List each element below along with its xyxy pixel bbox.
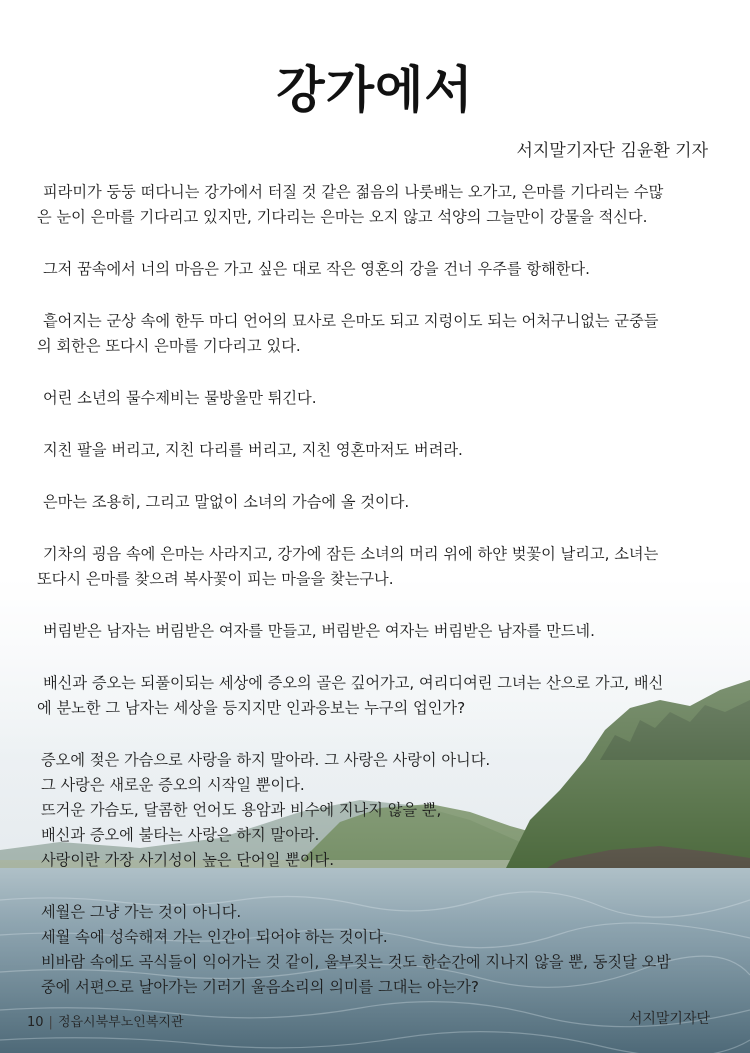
organization-name: 정읍시북부노인복지관 [57,1015,184,1030]
paragraph-8 [37,619,717,644]
paragraph-line: 또다시 은마를 찾으려 복사꽃이 피는 마을을 찾는구나. [37,570,394,588]
paragraph-line: 기차의 굉음 속에 은마는 사라지고, 강가에 잠든 소녀의 머리 위에 하얀 벚꽃이 날리고, 소녀는 [43,545,659,563]
article-title: 강가에서 [276,61,474,119]
paragraph-1 [37,180,717,230]
paragraph-line: 은마는 조용히, 그리고 말없이 소녀의 가슴에 올 것이다. [43,493,410,511]
paragraph-line: 버림받은 남자는 버림받은 여자를 만들고, 버림받은 여자는 버림받은 남자를 만드네. [43,622,595,640]
stanza-2 [37,900,717,1000]
stanza-line: 비바람 속에도 곡식들이 익어가는 것 같이, 울부짖는 것도 한순간에 지나지 않을 뿐, 동짓달 오밤 [41,953,671,971]
stanza-line: 세월 속에 성숙해져 가는 인간이 되어야 하는 것이다. [41,928,388,946]
stanza-line: 중에 서편으로 날아가는 기러기 울음소리의 의미를 그대는 아는가? [41,978,479,996]
stanza-line: 세월은 그냥 가는 것이 아니다. [41,903,242,921]
paragraph-line: 어린 소년의 물수제비는 물방울만 튀긴다. [43,389,317,407]
section-name: 서지말기자단 [628,1011,710,1027]
paragraph-5 [37,438,717,463]
paragraph-line: 배신과 증오는 되풀이되는 세상에 증오의 골은 깊어가고, 여리디여린 그녀는 산으로 가고, 배신 [43,674,664,692]
poem-body [37,180,717,1027]
stanza-1 [37,748,717,873]
paragraph-line: 은 눈이 은마를 기다리고 있지만, 기다리는 은마는 오지 않고 석양의 그늘만이 강물을 적신다. [37,208,648,226]
paragraph-4 [37,386,717,411]
paragraph-6 [37,490,717,515]
stanza-line: 배신과 증오에 불타는 사랑은 하지 말아라. [41,826,320,844]
paragraph-line: 의 회한은 또다시 은마를 기다리고 있다. [37,337,301,355]
paragraph-line: 피라미가 둥둥 떠다니는 강가에서 터질 것 같은 젊음의 나룻배는 오가고, 은마를 기다리는 수많 [43,183,664,201]
footer-left [27,1011,184,1030]
paragraph-3 [37,309,717,359]
paragraph-line: 흩어지는 군상 속에 한두 마디 언어의 묘사로 은마도 되고 지렁이도 되는 어처구니없는 군중들 [43,312,659,330]
paragraph-7 [37,542,717,592]
byline: 서지말기자단 김윤환 기자 [516,141,708,161]
paragraph-9 [37,671,717,721]
paragraph-line: 지친 팔을 버리고, 지친 다리를 버리고, 지친 영혼마저도 버려라. [43,441,463,459]
paragraph-line: 에 분노한 그 남자는 세상을 등지지만 인과응보는 누구의 업인가? [37,699,466,717]
stanza-line: 증오에 젖은 가슴으로 사랑을 하지 말아라. 그 사랑은 사랑이 아니다. [41,751,491,769]
page-number: 10 [27,1015,44,1030]
stanza-line: 그 사랑은 새로운 증오의 시작일 뿐이다. [41,776,305,794]
footer-separator: | [48,1015,53,1030]
paragraph-2 [37,257,717,282]
stanza-line: 뜨거운 가슴도, 달콤한 언어도 용암과 비수에 지나지 않을 뿐, [41,801,442,819]
paragraph-line: 그저 꿈속에서 너의 마음은 가고 싶은 대로 작은 영혼의 강을 건너 우주를 항해한다. [43,260,590,278]
stanza-line: 사랑이란 가장 사기성이 높은 단어일 뿐이다. [41,851,335,869]
